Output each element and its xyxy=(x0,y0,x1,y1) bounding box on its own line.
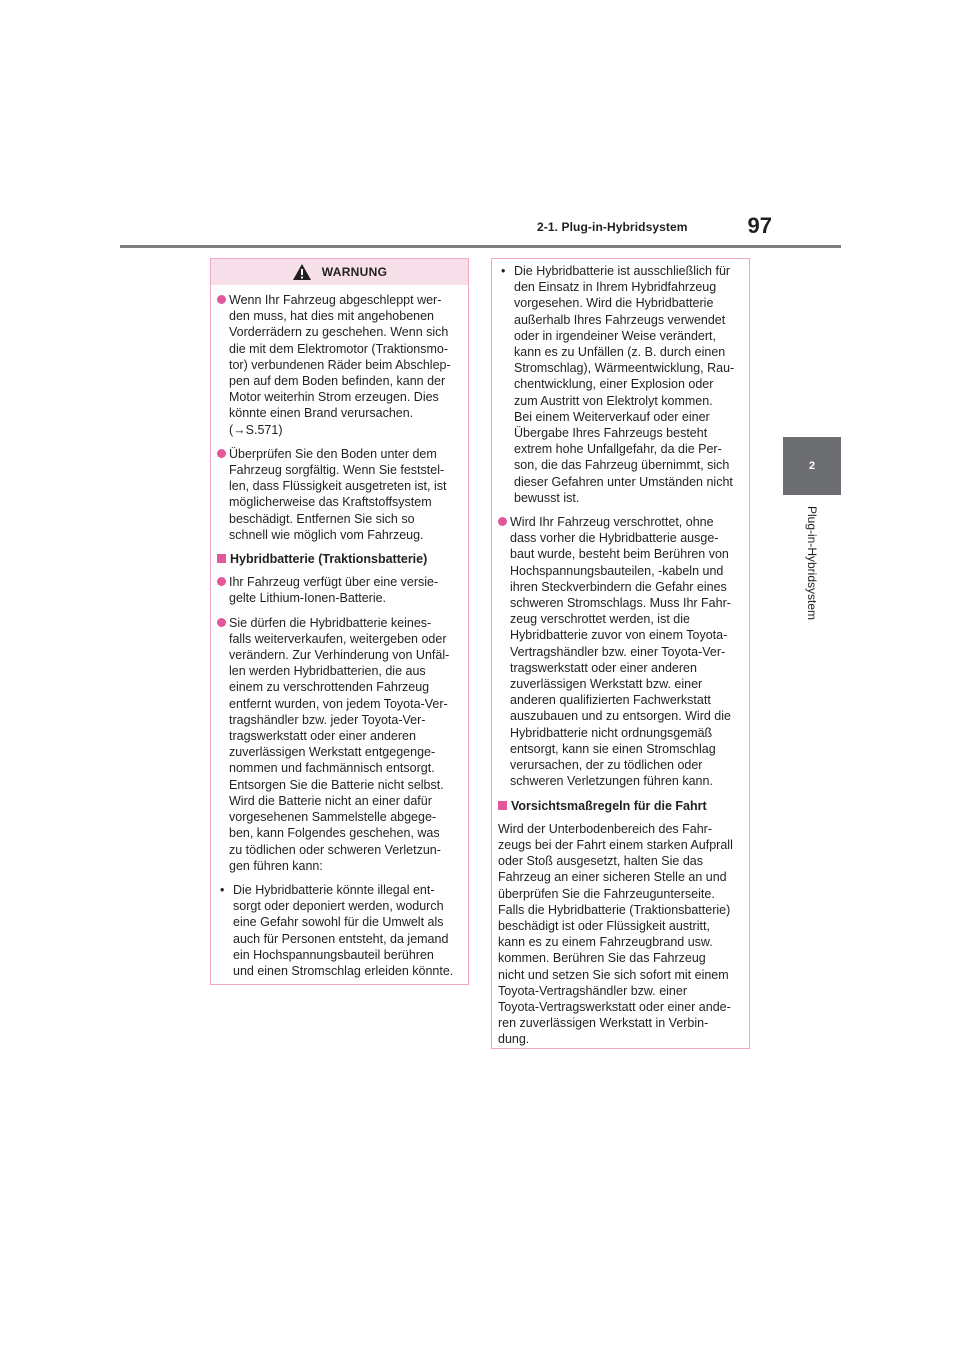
text-line: tragswerkstatt oder einer anderen xyxy=(229,729,416,744)
text-line: ren zuverlässigen Werkstatt in Verbin- xyxy=(498,1016,709,1031)
bullet-dot-icon xyxy=(217,295,226,304)
text-line: Sie dürfen die Hybridbatterie keines- xyxy=(229,615,432,630)
text-line: Falls die Hybridbatterie (Traktionsbatterie) xyxy=(498,902,731,917)
text-line: dung. xyxy=(498,1032,530,1047)
text-line: tor) verbundenen Räder beim Abschlep- xyxy=(229,357,451,372)
small-bullet-icon: • xyxy=(501,264,506,278)
text-line: zeugs bei der Fahrt einem starken Aufprall xyxy=(498,837,733,852)
warning-box-right xyxy=(491,258,750,1049)
text-line: Hybridbatterie zuvor von einem Toyota- xyxy=(510,628,728,643)
text-line: Übergabe Ihres Fahrzeugs besteht xyxy=(514,426,708,441)
text-line: dieser Gefahren unter Umständen nicht xyxy=(514,474,733,489)
text-line: Toyota-Vertragshändler bzw. einer xyxy=(498,983,687,998)
header-divider xyxy=(120,245,841,248)
text-line: den muss, hat dies mit angehobenen xyxy=(229,309,434,324)
text-line: ein Hochspannungsbauteil berühren xyxy=(233,947,434,962)
text-block xyxy=(510,514,743,789)
text-line: eine Gefahr sowohl für die Umwelt als xyxy=(233,915,444,930)
text-block xyxy=(229,615,462,874)
text-line: chentwicklung, einer Explosion oder xyxy=(514,377,714,392)
text-line: ihren Steckverbindern die Gefahr eines xyxy=(510,579,727,594)
text-line: Entsorgen Sie die Batterie nicht selbst. xyxy=(229,777,444,792)
sub-list-item xyxy=(217,882,462,979)
text-line: und einen Stromschlag erleiden könnte. xyxy=(233,963,454,978)
text-line: son, die das Fahrzeug übernimmt, sich xyxy=(514,458,730,473)
text-block xyxy=(498,821,743,1048)
text-line: tragshändler bzw. jeder Toyota-Ver- xyxy=(229,712,426,727)
small-bullet-icon: • xyxy=(220,882,225,897)
text-line: pen auf dem Boden befinden, kann der xyxy=(229,374,446,389)
text-line: Wird der Unterbodenbereich des Fahr- xyxy=(498,821,712,836)
text-line: ben, kann Folgendes geschehen, was xyxy=(229,826,440,841)
sub-list-item xyxy=(498,263,743,506)
text-line: vorgesehenen Sammelstelle abgege- xyxy=(229,810,437,825)
text-line: extrem hohe Unfallgefahr, da die Per- xyxy=(514,442,722,457)
text-line: vorgesehen. Wird die Hybridbatterie xyxy=(514,296,714,311)
text-line: kommen. Berühren Sie das Fahrzeug xyxy=(498,951,706,966)
text-line: Vertragshändler bzw. einer Toyota-Ver- xyxy=(510,644,726,659)
text-line: außerhalb Ihres Fahrzeugs verwendet xyxy=(514,312,726,327)
text-line: auch für Personen entsteht, da jemand xyxy=(233,931,449,946)
text-line: Wird die Batterie nicht an einer dafür xyxy=(229,793,432,808)
text-line: Überprüfen Sie den Boden unter dem xyxy=(229,446,437,461)
text-line: zuverlässigen Werkstatt bzw. einer xyxy=(510,677,703,692)
text-line: einem zu verschrottenden Fahrzeug xyxy=(229,680,430,695)
text-line: Ihr Fahrzeug verfügt über eine versie- xyxy=(229,575,439,590)
text-line: schweren Stromschlags. Muss Ihr Fahr- xyxy=(510,596,731,611)
list-item xyxy=(498,514,743,789)
text-line: möglicherweise das Kraftstoffsystem xyxy=(229,495,432,510)
text-line: Wenn Ihr Fahrzeug abgeschleppt wer- xyxy=(229,293,442,307)
warning-box-left xyxy=(210,258,469,985)
chapter-tab[interactable] xyxy=(783,437,841,495)
bullet-dot-icon xyxy=(217,618,226,627)
text-line: verändern. Zur Verhinderung von Unfäl- xyxy=(229,648,450,663)
text-line: kann es zu Unfällen (z. B. durch einen xyxy=(514,345,726,360)
text-line: (→S.571) xyxy=(229,422,283,437)
list-item xyxy=(217,292,462,438)
text-line: anderen qualifizierten Fachwerkstatt xyxy=(510,693,711,708)
text-line: Die Hybridbatterie ist ausschließlich für xyxy=(514,264,731,278)
text-line: Bei einem Weiterverkauf oder einer xyxy=(514,409,710,424)
text-line: Stromschlag), Wärmeentwicklung, Rau- xyxy=(514,361,735,376)
square-bullet-icon xyxy=(217,554,226,563)
text-line: Hybridbatterie nicht ordnungsgemäß xyxy=(510,725,713,740)
text-line: oder Stoß ausgesetzt, halten Sie das xyxy=(498,854,703,869)
text-line: Wird Ihr Fahrzeug verschrottet, ohne xyxy=(510,515,714,530)
text-line: zuverlässigen Werkstatt entgegenge- xyxy=(229,745,436,760)
text-line: Motor weiterhin Strom erzeugen. Dies xyxy=(229,390,439,405)
warning-title: WARNUNG xyxy=(321,264,388,279)
text-line: sorgt oder deponiert werden, wodurch xyxy=(233,899,444,914)
text-line: kann es zu einem Fahrzeugbrand usw. xyxy=(498,935,713,950)
subsection-heading xyxy=(498,798,743,814)
text-line: könnte einen Brand verursachen. xyxy=(229,406,414,421)
warning-header xyxy=(211,259,468,285)
chapter-label: Plug-in-Hybridsystem xyxy=(805,505,819,621)
list-item xyxy=(217,615,462,874)
text-line: oder in irgendeiner Weise verändert, xyxy=(514,328,716,343)
text-line: entfernt wurden, von jedem Toyota-Ver- xyxy=(229,696,448,711)
text-block xyxy=(514,263,743,506)
section-title: 2-1. Plug-in-Hybridsystem xyxy=(537,220,688,234)
heading-text: Hybridbatterie (Traktionsbatterie) xyxy=(230,552,428,567)
text-line: Toyota-Vertragswerkstatt oder einer ande- xyxy=(498,999,731,1014)
text-line: dass vorher die Hybridbatterie ausge- xyxy=(510,531,719,546)
text-line: zu tödlichen oder schweren Verletzun- xyxy=(229,842,441,857)
text-line: die mit dem Elektromotor (Traktionsmo- xyxy=(229,341,449,356)
text-line: falls weiterverkaufen, weitergeben oder xyxy=(229,631,447,646)
text-line: bewusst ist. xyxy=(514,490,580,505)
text-line: baut wurde, besteht beim Berühren von xyxy=(510,547,729,562)
bullet-dot-icon xyxy=(217,449,226,458)
text-line: zum Austritt von Elektrolyt kommen. xyxy=(514,393,713,408)
text-line: auszubauen und zu entsorgen. Wird die xyxy=(510,709,731,724)
text-line: den Einsatz in Ihrem Hybridfahrzeug xyxy=(514,280,717,295)
text-line: len, dass Flüssigkeit ausgetreten ist, ist xyxy=(229,479,447,494)
text-block xyxy=(229,574,462,606)
text-line: gen führen kann: xyxy=(229,858,323,873)
list-item xyxy=(217,446,462,543)
text-line: beschädigt. Entfernen Sie sich so xyxy=(229,511,415,526)
subsection-heading xyxy=(217,551,462,567)
page-number: 97 xyxy=(747,213,772,238)
text-line: verursachen, der zu tödlichen oder xyxy=(510,758,703,773)
text-line: len werden Hybridbatterien, die aus xyxy=(229,664,426,679)
text-line: Hochspannungsbauteilen, -kabeln und xyxy=(510,563,724,578)
text-line: Fahrzeug an einer sicheren Stelle an und xyxy=(498,870,727,885)
text-line: tragswerkstatt oder einer anderen xyxy=(510,660,697,675)
text-block xyxy=(233,882,462,979)
text-line: nommen und fachmännisch entsorgt. xyxy=(229,761,435,776)
text-line: schnell wie möglich vom Fahrzeug. xyxy=(229,527,424,542)
text-line: Die Hybridbatterie könnte illegal ent- xyxy=(233,882,435,897)
paragraph xyxy=(498,821,743,1048)
square-bullet-icon xyxy=(498,801,507,810)
warning-triangle-icon xyxy=(292,263,312,281)
text-line: beschädigt ist oder Flüssigkeit austritt, xyxy=(498,918,710,933)
text-line: zeug verschrottet werden, ist die xyxy=(510,612,690,627)
text-line: entsorgt, kann sie einen Stromschlag xyxy=(510,741,716,756)
text-line: gelte Lithium-Ionen-Batterie. xyxy=(229,591,387,606)
list-item xyxy=(217,574,462,606)
bullet-dot-icon xyxy=(217,577,226,586)
heading-text: Vorsichtsmaßregeln für die Fahrt xyxy=(511,798,707,813)
text-line: überprüfen Sie die Fahrzeugunterseite. xyxy=(498,886,715,901)
text-line: nicht und setzen Sie sich sofort mit einem xyxy=(498,967,729,982)
bullet-dot-icon xyxy=(498,517,507,526)
text-block xyxy=(229,446,462,543)
text-line: Fahrzeug sorgfältig. Wenn Sie feststel- xyxy=(229,463,445,478)
text-line: schweren Verletzungen führen kann. xyxy=(510,774,713,789)
text-block xyxy=(229,292,462,438)
text-line: Vorderrädern zu geschehen. Wenn sich xyxy=(229,325,449,340)
chapter-number: 2 xyxy=(808,460,816,472)
